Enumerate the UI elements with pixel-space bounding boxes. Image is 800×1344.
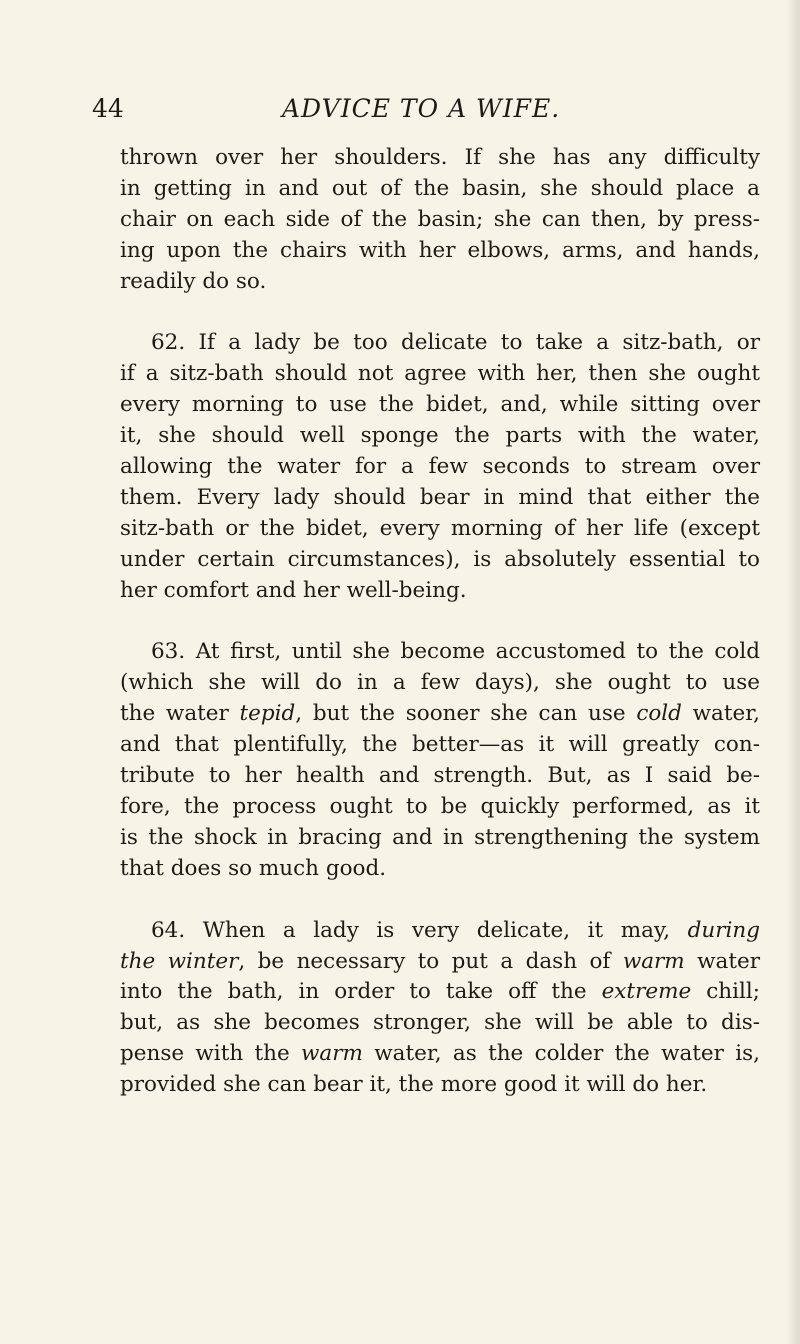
text-line: the winter, be necessary to put a dash of warm water (120, 948, 760, 974)
text-line: fore, the process ought to be quickly performed, as it (120, 794, 760, 819)
paragraph (120, 143, 760, 298)
text-line: thrown over her shoulders. If she has any difficulty (120, 145, 760, 170)
italic-text: during (687, 917, 760, 943)
italic-text: the winter (120, 948, 239, 974)
italic-text: extreme (601, 979, 692, 1005)
italic-text: cold (636, 701, 682, 727)
text-line: if a sitz-bath should not agree with her, then she ought (120, 361, 760, 387)
text-line: 64. When a lady is very delicate, it may, during (151, 917, 760, 943)
text-line: pense with the warm water, as the colder the water is, (120, 1041, 760, 1067)
paragraph-gap (120, 298, 760, 329)
page-edge-shadow (786, 0, 800, 1344)
text-line: into the bath, in order to take off the extreme chill; (120, 979, 760, 1005)
paragraph-gap (120, 607, 760, 638)
italic-text: tepid (239, 701, 296, 727)
text-line: it, she should well sponge the parts with the water, (120, 423, 760, 449)
text-line: provided she can bear it, the more good it will do her. (120, 1072, 708, 1098)
paragraph (120, 637, 760, 884)
text-line: in getting in and out of the basin, she should place a (120, 175, 760, 201)
text-line: but, as she becomes stronger, she will be able to dis- (120, 1010, 760, 1036)
text-line: allowing the water for a few seconds to stream over (120, 454, 760, 480)
paragraph (120, 328, 760, 606)
italic-text: warm (622, 948, 685, 974)
italic-text: warm (301, 1041, 363, 1067)
text-line: her comfort and her well-being. (120, 577, 467, 603)
text-line: sitz-bath or the bidet, every morning of her life (except (120, 515, 760, 541)
page-number: 44 (92, 94, 124, 123)
text-line: (which she will do in a few days), she ought to use (120, 670, 760, 696)
text-line: chair on each side of the basin; she can then, by press- (120, 206, 760, 232)
paragraph-gap (120, 885, 760, 916)
text-line: under certain circumstances), is absolutely essential to (120, 546, 760, 572)
text-line: that does so much good. (120, 855, 387, 881)
text-line: 62. If a lady be too delicate to take a sitz-bath, or (151, 330, 760, 356)
text-line: them. Every lady should bear in mind that either the (120, 484, 760, 510)
text-line: readily do so. (120, 268, 267, 294)
text-line: is the shock in bracing and in strengthening the system (120, 824, 760, 850)
text-line: the water tepid, but the sooner she can use cold water, (120, 701, 760, 727)
running-header (0, 92, 800, 126)
running-title: ADVICE TO A WIFE. (282, 94, 561, 123)
body-text (120, 143, 760, 1101)
text-line: tribute to her health and strength. But, as I said be- (120, 763, 760, 789)
text-line: and that plentifully, the better—as it will greatly con- (120, 732, 760, 758)
text-line: every morning to use the bidet, and, while sitting over (120, 392, 760, 418)
text-line: ing upon the chairs with her elbows, arms, and hands, (120, 237, 760, 263)
text-line: 63. At first, until she become accustomed to the cold (151, 639, 760, 665)
paragraph (120, 916, 760, 1101)
